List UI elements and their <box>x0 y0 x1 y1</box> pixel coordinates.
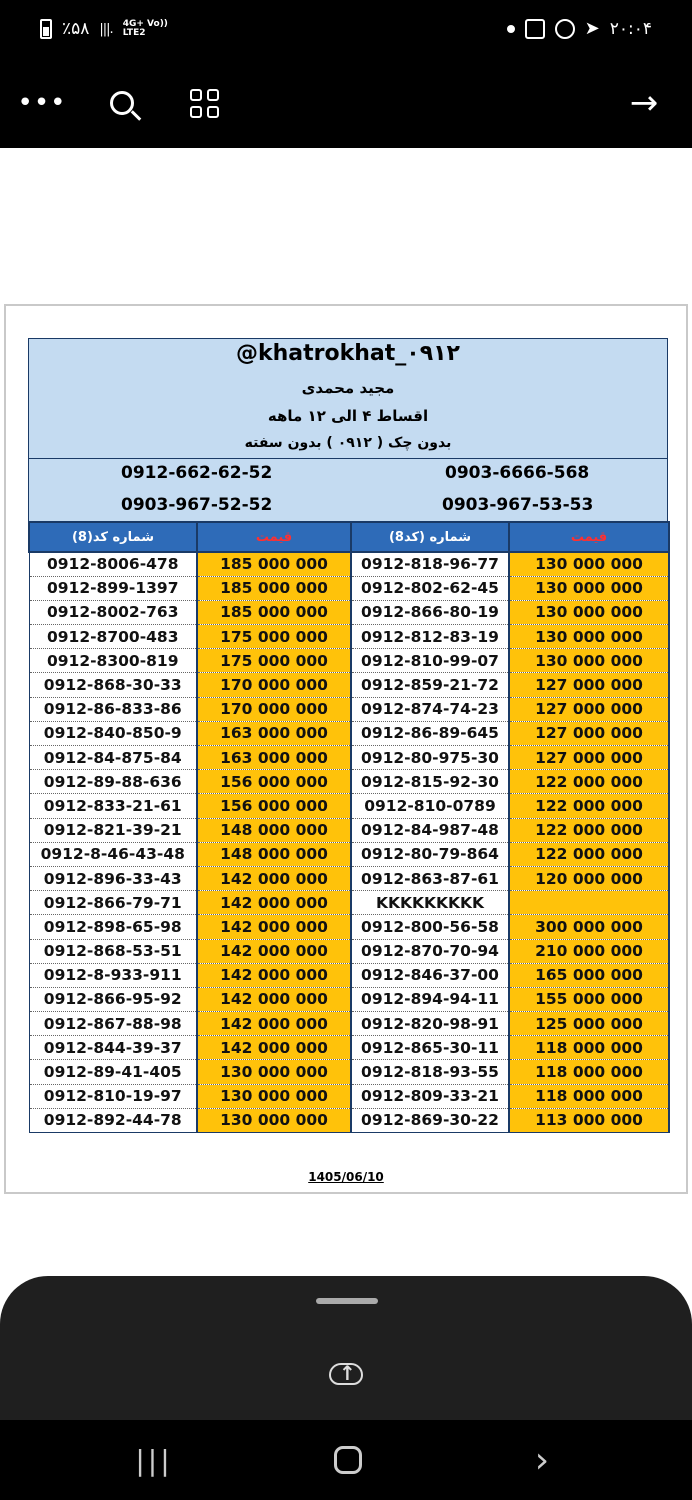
price-cell: 127 000 000 <box>509 697 669 721</box>
upload-button[interactable] <box>322 1352 370 1396</box>
table-row <box>29 1084 669 1108</box>
price-cell: 118 000 000 <box>509 1084 669 1108</box>
price-cell: 122 000 000 <box>509 842 669 866</box>
price-cell: 142 000 000 <box>197 866 351 890</box>
phone-number-cell: 0912-840-850-9 <box>29 721 197 745</box>
phone-number-cell: 0912-898-65-98 <box>29 915 197 939</box>
phone-number-cell: 0912-815-92-30 <box>351 770 509 794</box>
phone-number-cell: 0912-820-98-91 <box>351 1012 509 1036</box>
price-cell: 142 000 000 <box>197 987 351 1011</box>
price-cell: 142 000 000 <box>197 891 351 915</box>
status-left <box>40 19 168 39</box>
price-cell: 142 000 000 <box>197 1036 351 1060</box>
phone-number-cell: 0912-894-94-11 <box>351 987 509 1011</box>
price-cell: 155 000 000 <box>509 987 669 1011</box>
phone-number-cell: 0912-8-46-43-48 <box>29 842 197 866</box>
phone-number-cell: 0912-874-74-23 <box>351 697 509 721</box>
price-cell: 130 000 000 <box>509 552 669 576</box>
network-top: 4G+ <box>122 19 144 29</box>
price-cell: 163 000 000 <box>197 746 351 770</box>
back-button[interactable]: › <box>534 1439 550 1481</box>
price-cell: 127 000 000 <box>509 746 669 770</box>
phone-number-cell: 0912-866-79-71 <box>29 891 197 915</box>
price-cell: 130 000 000 <box>509 649 669 673</box>
phone-number-cell: 0912-86-89-645 <box>351 721 509 745</box>
arrow-right-icon: → <box>629 83 659 123</box>
phone-number-cell: 0912-810-0789 <box>351 794 509 818</box>
phone-number-cell: 0912-89-88-636 <box>29 770 197 794</box>
price-cell: 185 000 000 <box>197 552 351 576</box>
price-cell: 122 000 000 <box>509 818 669 842</box>
contact-phone: 0903-6666-568 <box>445 463 590 483</box>
price-cell: 142 000 000 <box>197 915 351 939</box>
price-list-header <box>28 338 668 521</box>
contact-phones <box>29 459 667 521</box>
table-row <box>29 963 669 987</box>
table-row <box>29 1036 669 1060</box>
phone-number-cell: 0912-8300-819 <box>29 649 197 673</box>
price-cell: 163 000 000 <box>197 721 351 745</box>
table-row <box>29 842 669 866</box>
phone-number-cell: 0912-84-875-84 <box>29 746 197 770</box>
price-cell: 175 000 000 <box>197 649 351 673</box>
table-row <box>29 818 669 842</box>
price-cell: 210 000 000 <box>509 939 669 963</box>
phone-number-cell: 0912-868-30-33 <box>29 673 197 697</box>
phone-number-cell: 0912-833-21-61 <box>29 794 197 818</box>
terms-text: بدون چک ( ۰۹۱۲ ) بدون سفته <box>244 435 452 451</box>
phone-number-cell: 0912-818-93-55 <box>351 1060 509 1084</box>
price-cell: 148 000 000 <box>197 842 351 866</box>
search-button[interactable] <box>100 58 144 148</box>
price-cell: 125 000 000 <box>509 1012 669 1036</box>
telegram-icon: ➤ <box>584 18 600 39</box>
price-cell: 122 000 000 <box>509 770 669 794</box>
sheet-drag-handle[interactable] <box>316 1298 378 1304</box>
price-cell: 170 000 000 <box>197 673 351 697</box>
seller-name: مجید محمدی <box>301 379 395 397</box>
search-icon <box>110 91 134 115</box>
table-header-row <box>29 522 669 552</box>
price-cell: 130 000 000 <box>197 1108 351 1132</box>
phone-number-cell: 0912-865-30-11 <box>351 1036 509 1060</box>
table-row <box>29 866 669 890</box>
phone-number-cell: KKKKKKKKK <box>351 891 509 915</box>
price-cell: 120 000 000 <box>509 866 669 890</box>
price-cell: 127 000 000 <box>509 673 669 697</box>
table-row <box>29 552 669 576</box>
price-cell: 127 000 000 <box>509 721 669 745</box>
bottom-sheet <box>0 1276 692 1420</box>
column-header-number: شماره (کد8) <box>351 522 509 552</box>
contact-phone: 0903-967-52-52 <box>121 495 273 515</box>
home-button[interactable] <box>318 1420 378 1500</box>
price-cell: 113 000 000 <box>509 1108 669 1132</box>
phone-number-cell: 0912-802-62-45 <box>351 576 509 600</box>
phone-number-cell: 0912-800-56-58 <box>351 915 509 939</box>
installments-text: اقساط ۴ الی ۱۲ ماهه <box>267 407 429 425</box>
column-header-price: قیمت <box>197 522 351 552</box>
network-indicator <box>123 20 168 38</box>
system-nav-bar <box>0 1420 692 1500</box>
price-cell: 130 000 000 <box>509 576 669 600</box>
price-cell: 142 000 000 <box>197 1012 351 1036</box>
price-cell: 130 000 000 <box>197 1084 351 1108</box>
status-right <box>507 19 652 39</box>
phone-number-cell: 0912-818-96-77 <box>351 552 509 576</box>
table-row <box>29 600 669 624</box>
phone-number-cell: 0912-80-79-864 <box>351 842 509 866</box>
price-cell: 148 000 000 <box>197 818 351 842</box>
price-cell: 118 000 000 <box>509 1060 669 1084</box>
phone-number-cell: 0912-899-1397 <box>29 576 197 600</box>
contact-phone: 0912-662-62-52 <box>121 463 273 483</box>
gallery-icon <box>525 19 545 39</box>
price-cell: 156 000 000 <box>197 770 351 794</box>
price-cell: 142 000 000 <box>197 939 351 963</box>
viewer-toolbar <box>0 58 692 148</box>
cloud-upload-icon <box>329 1363 363 1385</box>
phone-number-cell: 0912-8700-483 <box>29 625 197 649</box>
clock: ۲۰:۰۴ <box>609 19 652 39</box>
phone-number-cell: 0912-821-39-21 <box>29 818 197 842</box>
table-row <box>29 987 669 1011</box>
price-cell: 118 000 000 <box>509 1036 669 1060</box>
table-row <box>29 891 669 915</box>
price-cell: 122 000 000 <box>509 794 669 818</box>
phone-number-cell: 0912-80-975-30 <box>351 746 509 770</box>
price-cell: 165 000 000 <box>509 963 669 987</box>
table-row <box>29 625 669 649</box>
notification-dot-icon <box>507 25 515 33</box>
phone-number-cell: 0912-869-30-22 <box>351 1108 509 1132</box>
column-header-price: قیمت <box>509 522 669 552</box>
phone-number-cell: 0912-866-80-19 <box>351 600 509 624</box>
phone-number-cell: 0912-846-37-00 <box>351 963 509 987</box>
table-row <box>29 770 669 794</box>
table-row <box>29 939 669 963</box>
phone-number-cell: 0912-844-39-37 <box>29 1036 197 1060</box>
recents-button[interactable]: ||| <box>135 1443 173 1477</box>
price-cell: 130 000 000 <box>509 625 669 649</box>
price-cell: 185 000 000 <box>197 600 351 624</box>
price-cell: 156 000 000 <box>197 794 351 818</box>
more-options-icon[interactable]: ••• <box>17 88 67 118</box>
phone-number-cell: 0912-84-987-48 <box>351 818 509 842</box>
table-row <box>29 697 669 721</box>
channel-handle: @khatrokhat_۰۹۱۲ <box>236 341 460 366</box>
header-title-block <box>29 339 667 459</box>
table-row <box>29 794 669 818</box>
price-cell: 185 000 000 <box>197 576 351 600</box>
phone-number-cell: 0912-863-87-61 <box>351 866 509 890</box>
price-cell: 130 000 000 <box>197 1060 351 1084</box>
phone-number-cell: 0912-866-95-92 <box>29 987 197 1011</box>
contact-phone: 0903-967-53-53 <box>442 495 594 515</box>
phone-number-cell: 0912-812-83-19 <box>351 625 509 649</box>
column-header-number: شماره کد(8) <box>29 522 197 552</box>
phone-number-cell: 0912-870-70-94 <box>351 939 509 963</box>
table-row <box>29 721 669 745</box>
price-cell: 170 000 000 <box>197 697 351 721</box>
table-row <box>29 915 669 939</box>
table-row <box>29 649 669 673</box>
phone-number-cell: 0912-86-833-86 <box>29 697 197 721</box>
battery-level: ٪۵۸ <box>62 19 90 39</box>
phone-number-cell: 0912-8002-763 <box>29 600 197 624</box>
phone-number-cell: 0912-867-88-98 <box>29 1012 197 1036</box>
shield-check-icon <box>555 19 575 39</box>
phone-number-cell: 0912-8-933-911 <box>29 963 197 987</box>
phone-number-cell: 0912-89-41-405 <box>29 1060 197 1084</box>
price-list <box>28 338 668 1133</box>
price-cell <box>509 891 669 915</box>
phone-number-cell: 0912-809-33-21 <box>351 1084 509 1108</box>
grid-icon <box>190 89 219 118</box>
phone-number-cell: 0912-810-19-97 <box>29 1084 197 1108</box>
phone-number-cell: 0912-868-53-51 <box>29 939 197 963</box>
phone-number-cell: 0912-810-99-07 <box>351 649 509 673</box>
table-row <box>29 1060 669 1084</box>
grid-view-button[interactable] <box>182 58 226 148</box>
signal-icon: |||. <box>99 21 113 37</box>
volte-label: Vo)) <box>147 19 168 29</box>
table-body <box>29 552 669 1133</box>
table-row <box>29 576 669 600</box>
numbers-table <box>28 521 670 1133</box>
status-bar <box>0 0 692 58</box>
document-page <box>4 304 688 1194</box>
table-row <box>29 1012 669 1036</box>
home-icon <box>334 1446 362 1474</box>
network-bottom: LTE2 <box>122 28 146 38</box>
document-date: 1405/06/10 <box>308 1170 384 1184</box>
phone-number-cell: 0912-8006-478 <box>29 552 197 576</box>
table-row <box>29 673 669 697</box>
forward-button[interactable] <box>622 58 666 148</box>
table-row <box>29 746 669 770</box>
phone-number-cell: 0912-896-33-43 <box>29 866 197 890</box>
price-cell: 130 000 000 <box>509 600 669 624</box>
phone-number-cell: 0912-859-21-72 <box>351 673 509 697</box>
price-cell: 175 000 000 <box>197 625 351 649</box>
price-cell: 142 000 000 <box>197 963 351 987</box>
battery-icon <box>40 19 52 39</box>
price-cell: 300 000 000 <box>509 915 669 939</box>
table-row <box>29 1108 669 1132</box>
phone-number-cell: 0912-892-44-78 <box>29 1108 197 1132</box>
